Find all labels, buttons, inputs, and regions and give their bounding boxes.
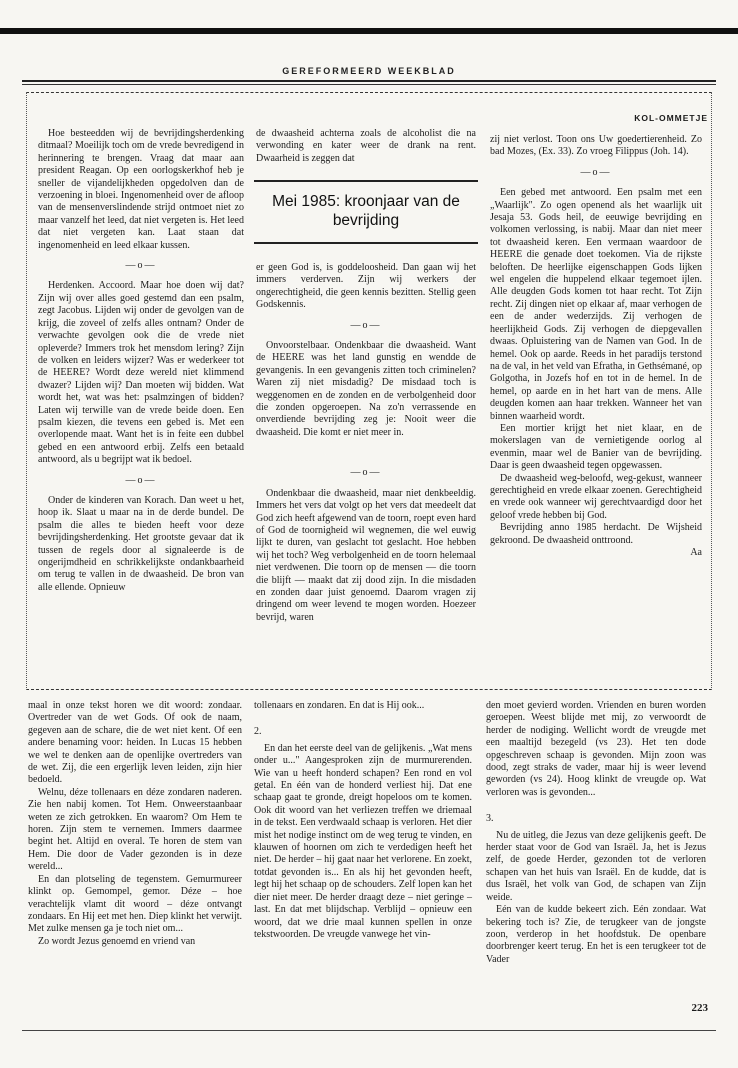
box-column-2-top — [256, 128, 476, 165]
paragraph: Ondenkbaar die dwaasheid, maar niet denkbeeldig. Immers het vers dat volgt op het vers dat meedeelt dat God zich heeft afgewend van de toorn, roept even hard of God de toornigheid wil wegnemen, die wel euwig lijkt te duren, van geslacht tot geslacht. Hoe hebben wij het toch? Weg verbolgenheid en de toorn helemaal niet verdwenen. Die toorn op de mensen — die toorn die blijft — maakt dat zij dood zijn. In die misdaden en zonden daar juist genoemd. Daarom vragen zij dringend om weer levend te mogen worden. Hoezeer bevrijd, waren — [256, 487, 476, 623]
paragraph: Een mortier krijgt het niet klaar, en de mokerslagen van de vernietigende oorlog al evenmin, maar wel de Banier van de bevrijding. Daar is geen dwaasheid tegen opgewassen. — [490, 422, 702, 472]
separator: —o— — [350, 319, 382, 331]
box-column-2 — [256, 262, 476, 624]
section-number: 2. — [254, 726, 262, 738]
separator: —o— — [125, 474, 157, 486]
box-column-3 — [490, 134, 702, 559]
author-signature: Aa — [690, 547, 702, 558]
bottom-rule — [22, 1030, 716, 1031]
paragraph: Welnu, déze tollenaars en déze zondaren naderen. Zie hen nabij komen. Tot Hem. Onweerstaanbaar weten ze zich getrokken. En waarom? Om Hem te horen. Zijn stem te vernemen. Immers daarmee begint het. Altijd en overal. Te horen de stem van Hem. Die door de Vader gezonden is in deze wereld... — [28, 786, 242, 873]
paragraph: Eén van de kudde bekeert zich. Eén zondaar. Wat bekering toch is? Zie, de terugkeer van de jongste zoon, verderop in het hoofdstuk. De openbare doorbrenger keert terug. En het is een terugkeer tot de Vader — [486, 904, 706, 965]
paragraph: De dwaasheid weg-beloofd, weg-gekust, wanneer gerechtigheid en vrede elkaar zoenen. Gerechtigheid en vrede ook wanneer wij gerechtvaardigd door het geloof vrede hebben bij God. — [490, 472, 702, 521]
paragraph: zij niet verlost. Toon ons Uw goedertierenheid. Zo bad Mozes, (Ex. 33). Zo vroeg Filippus (Joh. 14). — [490, 134, 702, 158]
section-number: 3. — [486, 813, 494, 825]
paragraph: Een gebed met antwoord. Een psalm met een „Waarlijk". Zo ogen openend als het waarlijk uit Jesaja 53. Gods heil, de eeuwige bevrijding en volkomen verlossing, is nabij. Maar dan niet meer tot dwaasheid keren. Een vermaan waardoor de HEERE die genade doet toekomen. Via de rijkste beloften. De heerlijke eigenschappen Gods lijken wel engelen die huppelend elkaar tegemoet ijlen. Alle deugden Gods komen tot haar recht. Tot Zijn recht. Zij dingen niet op elkaar af, maar verhogen de een de ander wederzijds. Zij verhogen de heerlijkheid Gods. Zij verhogen de diepgevallen dwaas. Opluistering van de Namen van God. In de hemel. Ook op aarde. Reeds in het paradijs terstond na de val, in het veld van Efratha, in Gethsémané, op Golgotha, in Jozefs hof en tot in de hemel. In de hemel, op aarde en in het hart van de mens. Alle deugden komen aan haar trekken. Wanneer het van binnen waarheid wordt. — [490, 187, 702, 422]
lower-column-3 — [486, 700, 706, 966]
lower-column-1 — [28, 700, 242, 948]
paragraph: En dan het eerste deel van de gelijkenis. „Wat mens onder u..." Aangesproken zijn de murmurerenden. Wie van u heeft honderd schapen? Een rond en vol getal. En één van de honderd verliest hij. Dat ene schaap gaat te gronde, dreigt hopeloos om te komen. Ook dit woord van het verliezen treffen we driemaal in de tekst. Een verdwaald schaap is verloren. Het dier mist het nodige instinct om de weg terug te vinden, en klauwen of hoornen om zich te verdedigen heeft het niet. De herder – hij gaat naar het verlorene. En zoekt, totdat gevonden is... En als hij het gevonden heeft, legt hij het schaap op de schouders. Zelf lopen kan het dier niet meer. De herder draagt deze – niet geringe – last. En dat met blijdschap. Verblijd – opnieuw een woord, dat we drie maal kunnen spellen in onze tekstwoorden. De vreugde vanwege het vin- — [254, 742, 472, 940]
lower-column-2 — [254, 700, 472, 941]
separator: —o— — [580, 166, 612, 178]
paragraph: Onvoorstelbaar. Ondenkbaar die dwaasheid. Want de HEERE was het land gunstig en wendde de gevangenis. In een gevangenis zitten toch criminelen? Waren zij niet misdadig? De misdaad toch is weggenomen en de zonden en de verbolgenheid door die zonden opgeroepen. Na zo'n verrassende en onverdiende bevrijding zeg je: Nooit weer die dwaasheid. Die komt er niet meer in. — [256, 340, 476, 438]
paragraph: Hoe besteedden wij de bevrijdingsherdenking ditmaal? Moeilijk toch om de vrede bevredigend in herinnering te brengen. Vraag dat maar aan president Reagan. Op een oorlogskerkhof heb je sneller de vijandelijkheden opgedolven dan de verzoening in bloei. Ingenomenheid over de afloop van de mensenverslindende strijd ontmoet niet zo maar vanzelf het leed, dat niet vergeten is. Het leed dat niet vergeten kan. Laat staan dat ingenomenheid en leed elkaar kussen. — [38, 128, 244, 251]
paragraph: Herdenken. Accoord. Maar hoe doen wij dat? Zijn wij over alles goed gestemd dan een psalm, zegt Jacobus. Lijden wij onder de gevolgen van de krijg, die zoveel of zelfs alles ontnam? Onder de verwachte gevolgen ook die de vrede niet opleverde? Immers trok het mensdom lering? Zijn de volken en leiders wijzer? Was er wederkeer tot de HEERE? Wordt deze wereld niet klimmend dwazer? Lijden wij? Dan moeten wij bidden. Wat wordt het, wat was het: psalmzingen of bidden? Laten wij terwille van de vrede beide doen. Een psalm kiezen, die tevens een gebed is. Met een overlopende maat. Want het is in feite een dubbel gebed en een antwoord erbij. Zelfs een betaald antwoord, als u begrijpt wat ik bedoel. — [38, 280, 244, 466]
masthead: GEREFORMEERD WEEKBLAD — [282, 66, 456, 76]
paragraph: Onder de kinderen van Korach. Dan weet u het, hoop ik. Slaat u maar na in de derde bundel. De psalm die alles te bieden heeft voor deze bevrijdingsherdenking. Het grootste gevaar dat ik tussen de regels door al signaleerde is de ongerijmdheid en schrikkelijkste ondankbaarheid om terug te vallen in de dwaasheid. De bron van alle ellende. Opnieuw — [38, 494, 244, 593]
paragraph: Nu de uitleg, die Jezus van deze gelijkenis geeft. De herder staat voor de God van Israël. Ja, het is Jezus zelf, de goede Herder, gezonden tot de verloren schapen van het huis van Israël. En de kudde, dat is dus Israël, het volk van God, de schapen van Zijn weide. — [486, 829, 706, 903]
top-border — [0, 28, 738, 34]
paragraph: maal in onze tekst horen we dit woord: zondaar. Overtreder van de wet Gods. Of ook de naam, gegeven aan de schare, die de wet niet kent. Of een andere benaming voor: heiden. In Lucas 15 hebben we wel te denken aan de openlijke overtreders van de wet. Zij, die een ergerlijk leven leiden, zijn hier bedoeld. — [28, 700, 242, 786]
masthead-rule-thin — [22, 84, 716, 85]
headline: Mei 1985: kroonjaar van de bevrijding — [254, 180, 478, 244]
paragraph: den moet gevierd worden. Vrienden en buren worden geroepen. Weest blijde met mij, zo verwoordt de herder de nodiging. Wellicht wordt de vreugde met een maaltijd bezegeld (vs 23). Het ten dode opgeschreven schaap is gevonden. Mijn zoon was dood, zegt straks de vader, maar hij is weer levend geworden (vs 24). Hoog klinkt de vreugde op. Wat verloren was is gevonden... — [486, 700, 706, 798]
box-column-1 — [38, 128, 244, 594]
page-number: 223 — [691, 1002, 708, 1014]
paragraph: er geen God is, is goddeloosheid. Dan gaan wij het immers verderven. Zijn wij werkers der ongerechtigheid, die geen kennis bezitten. Stellig geen Godskennis. — [256, 262, 476, 311]
paragraph: Zo wordt Jezus genoemd en vriend van — [38, 935, 196, 947]
separator: —o— — [350, 467, 382, 479]
paragraph: de dwaasheid achterna zoals de alcoholist die na verwonding en kater weer de drank na rent. Dwaarheid is zeggen dat — [256, 128, 476, 164]
column-label: KOL-OMMETJE — [634, 113, 708, 123]
paragraph: tollenaars en zondaren. En dat is Hij ook... — [254, 700, 425, 711]
paragraph: En dan plotseling de tegenstem. Gemurmureer klinkt op. Gemompel, gemor. Déze – hoe verachtelijk vlamt dit woord – déze ontvangt zondaars. En Hij eet met hen. Diep klinkt het verwijt. Met zulke mensen ga je toch niet om... — [28, 873, 242, 935]
masthead-rule — [22, 80, 716, 82]
separator: —o— — [125, 260, 157, 272]
paragraph: Bevrijding anno 1985 herdacht. De Wijsheid gekroond. De dwaasheid onttroond. — [490, 522, 702, 546]
